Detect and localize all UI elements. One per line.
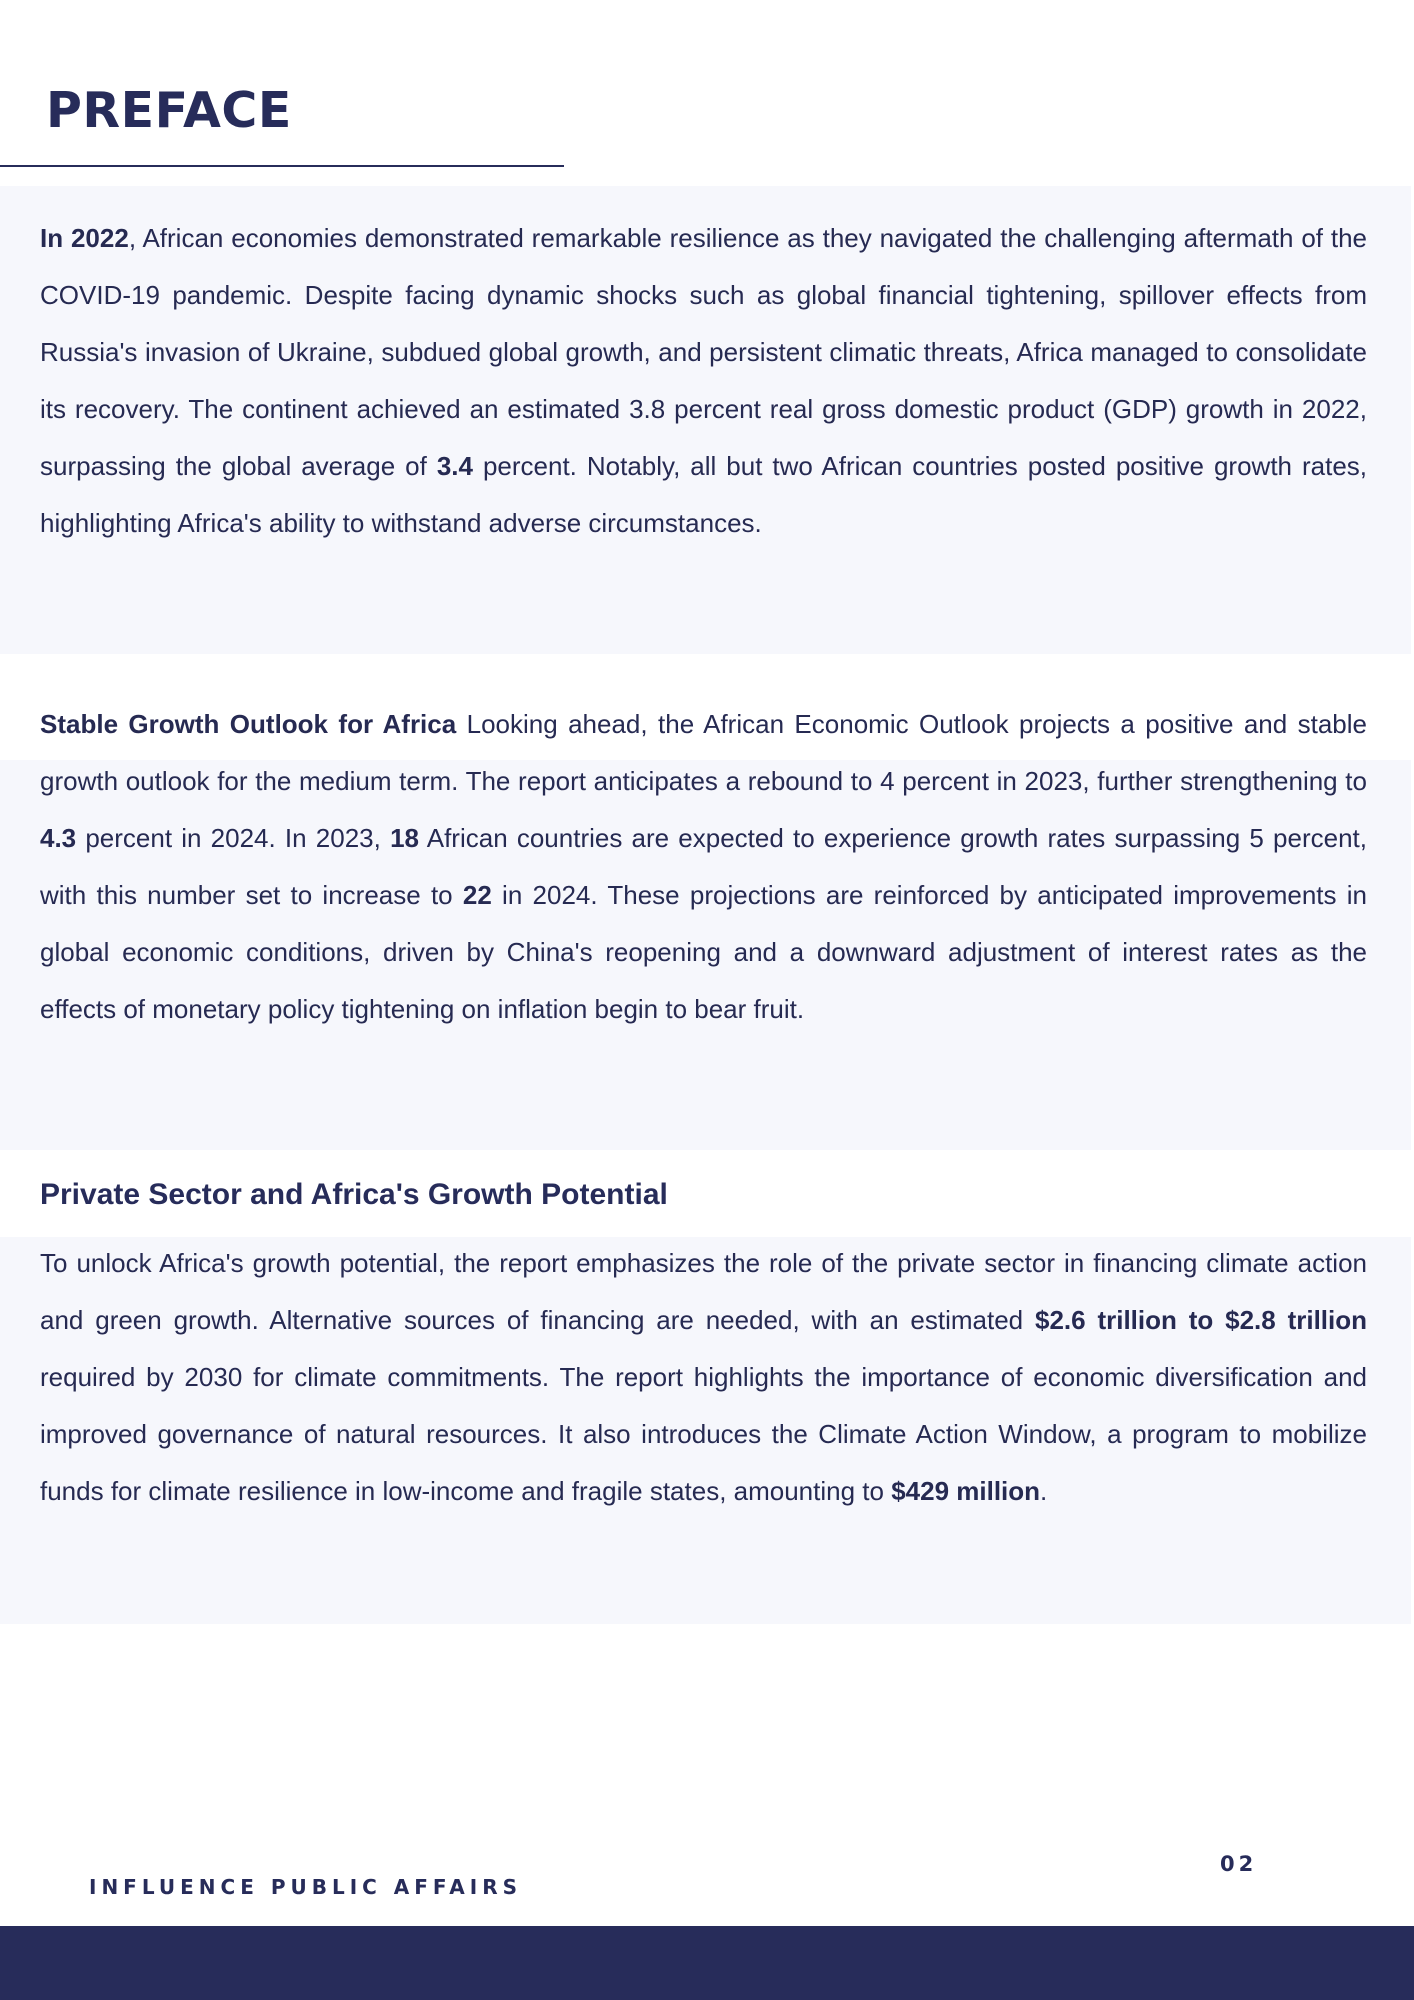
page-title: PREFACE bbox=[46, 82, 292, 139]
outlook-bold-3: 22 bbox=[462, 880, 492, 910]
intro-paragraph bbox=[40, 210, 1367, 552]
title-divider bbox=[0, 165, 564, 167]
intro-bold-1: 3.4 bbox=[436, 451, 473, 481]
private-sector-bold-1: $2.6 trillion to $2.8 trillion bbox=[1034, 1305, 1367, 1335]
outlook-text-4: in 2024. These projections are reinforced by anticipated improvements in global economic conditions, driven by China's reopening and a downward adjustment of interest rates as the effects of monetary policy tightening on inflation begin to bear fruit. bbox=[40, 880, 1367, 1024]
private-sector-bold-2: $429 million bbox=[891, 1476, 1041, 1506]
page-number: 02 bbox=[1220, 1852, 1258, 1876]
outlook-lead: Stable Growth Outlook for Africa bbox=[40, 709, 457, 739]
intro-lead: In 2022 bbox=[40, 223, 129, 253]
outlook-bold-1: 4.3 bbox=[40, 823, 77, 853]
private-sector-paragraph bbox=[40, 1235, 1367, 1520]
outlook-bold-2: 18 bbox=[390, 823, 419, 853]
private-sector-heading: Private Sector and Africa's Growth Potential bbox=[40, 1178, 668, 1211]
intro-text-1: , African economies demonstrated remarkable resilience as they navigated the challenging aftermath of the COVID-19 pandemic. Despite facing dynamic shocks such as global financial tightening, spillover effects from Russia's invasion of Ukraine, subdued global growth, and persistent climatic threats, Africa managed to consolidate its recovery. The continent achieved an estimated 3.8 percent real gross domestic product (GDP) growth in 2022, surpassing the global average of bbox=[40, 223, 1368, 481]
footer-brand: INFLUENCE PUBLIC AFFAIRS bbox=[89, 1875, 523, 1899]
outlook-text-3: African countries are expected to experience growth rates surpassing 5 percent, with this number set to increase to bbox=[40, 823, 1367, 910]
private-sector-text-3: . bbox=[1040, 1476, 1048, 1506]
private-sector-text-2: required by 2030 for climate commitments. The report highlights the importance of economic diversification and improved governance of natural resources. It also introduces the Climate Action Window, a program to mobilize funds for climate resilience in low-income and fragile states, amounting to bbox=[40, 1362, 1367, 1506]
outlook-text-2: percent in 2024. In 2023, bbox=[76, 823, 391, 853]
outlook-paragraph bbox=[40, 696, 1367, 1038]
private-sector-text-1: To unlock Africa's growth potential, the report emphasizes the role of the private sector in financing climate action and green growth. Alternative sources of financing are needed, with an estimated bbox=[40, 1248, 1367, 1335]
footer-bar bbox=[0, 1926, 1414, 2000]
intro-text-2: percent. Notably, all but two African countries posted positive growth rates, highlighting Africa's ability to withstand adverse circumstances. bbox=[40, 451, 1367, 538]
outlook-text-1: Looking ahead, the African Economic Outlook projects a positive and stable growth outlook for the medium term. The report anticipates a rebound to 4 percent in 2023, further strengthening to bbox=[40, 709, 1367, 796]
